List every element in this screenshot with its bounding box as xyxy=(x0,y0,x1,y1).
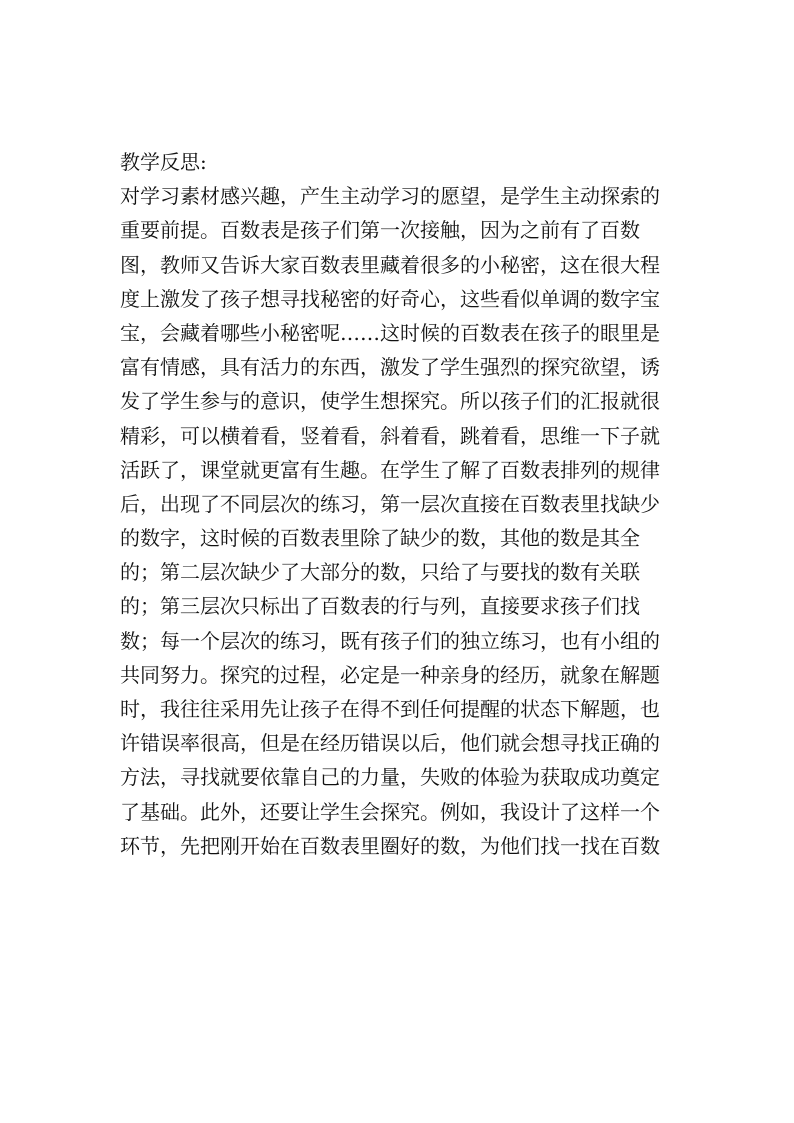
paragraph-line: 方法，寻找就要依靠自己的力量，失败的体验为获取成功奠定 xyxy=(120,765,660,790)
paragraph-line: 共同努力。探究的过程，必定是一种亲身的经历，就象在解题 xyxy=(120,662,660,687)
paragraph-line: 活跃了，课堂就更富有生趣。在学生了解了百数表排列的规律 xyxy=(120,457,660,482)
paragraph-line: 重要前提。百数表是孩子们第一次接触，因为之前有了百数 xyxy=(120,218,640,243)
paragraph-line: 富有情感，具有活力的东西，激发了学生强烈的探究欲望，诱 xyxy=(120,355,660,380)
paragraph-line: 后，出现了不同层次的练习，第一层次直接在百数表里找缺少 xyxy=(120,491,660,516)
paragraph-line: 的数字，这时候的百数表里除了缺少的数，其他的数是其全 xyxy=(120,526,640,551)
paragraph-line: 的；第二层次缺少了大部分的数，只给了与要找的数有关联 xyxy=(120,560,640,585)
paragraph-line: 图，教师又告诉大家百数表里藏着很多的小秘密，这在很大程 xyxy=(120,252,660,277)
paragraph-line: 环节，先把刚开始在百数表里圈好的数，为他们找一找在百数 xyxy=(120,833,660,858)
paragraph-line: 宝，会藏着哪些小秘密呢……这时候的百数表在孩子的眼里是 xyxy=(120,320,660,345)
paragraph-line: 发了学生参与的意识，使学生想探究。所以孩子们的汇报就很 xyxy=(120,389,660,414)
paragraph-line: 了基础。此外，还要让学生会探究。例如，我设计了这样一个 xyxy=(120,799,660,824)
paragraph-line: 对学习素材感兴趣，产生主动学习的愿望，是学生主动探索的 xyxy=(120,184,660,209)
paragraph-line: 数；每一个层次的练习，既有孩子们的独立练习，也有小组的 xyxy=(120,628,660,653)
paragraph-line: 精彩，可以横着看，竖着看，斜着看，跳着看，思维一下子就 xyxy=(120,423,660,448)
paragraph-line: 许错误率很高，但是在经历错误以后，他们就会想寻找正确的 xyxy=(120,731,660,756)
reflection-text-block xyxy=(120,145,680,863)
paragraph-line: 的；第三层次只标出了百数表的行与列，直接要求孩子们找 xyxy=(120,594,640,619)
paragraph-line: 时，我往往采用先让孩子在得不到任何提醒的状态下解题，也 xyxy=(120,697,660,721)
section-heading: 教学反思: xyxy=(120,150,207,174)
paragraph-line: 度上激发了孩子想寻找秘密的好奇心，这些看似单调的数字宝 xyxy=(120,286,660,311)
